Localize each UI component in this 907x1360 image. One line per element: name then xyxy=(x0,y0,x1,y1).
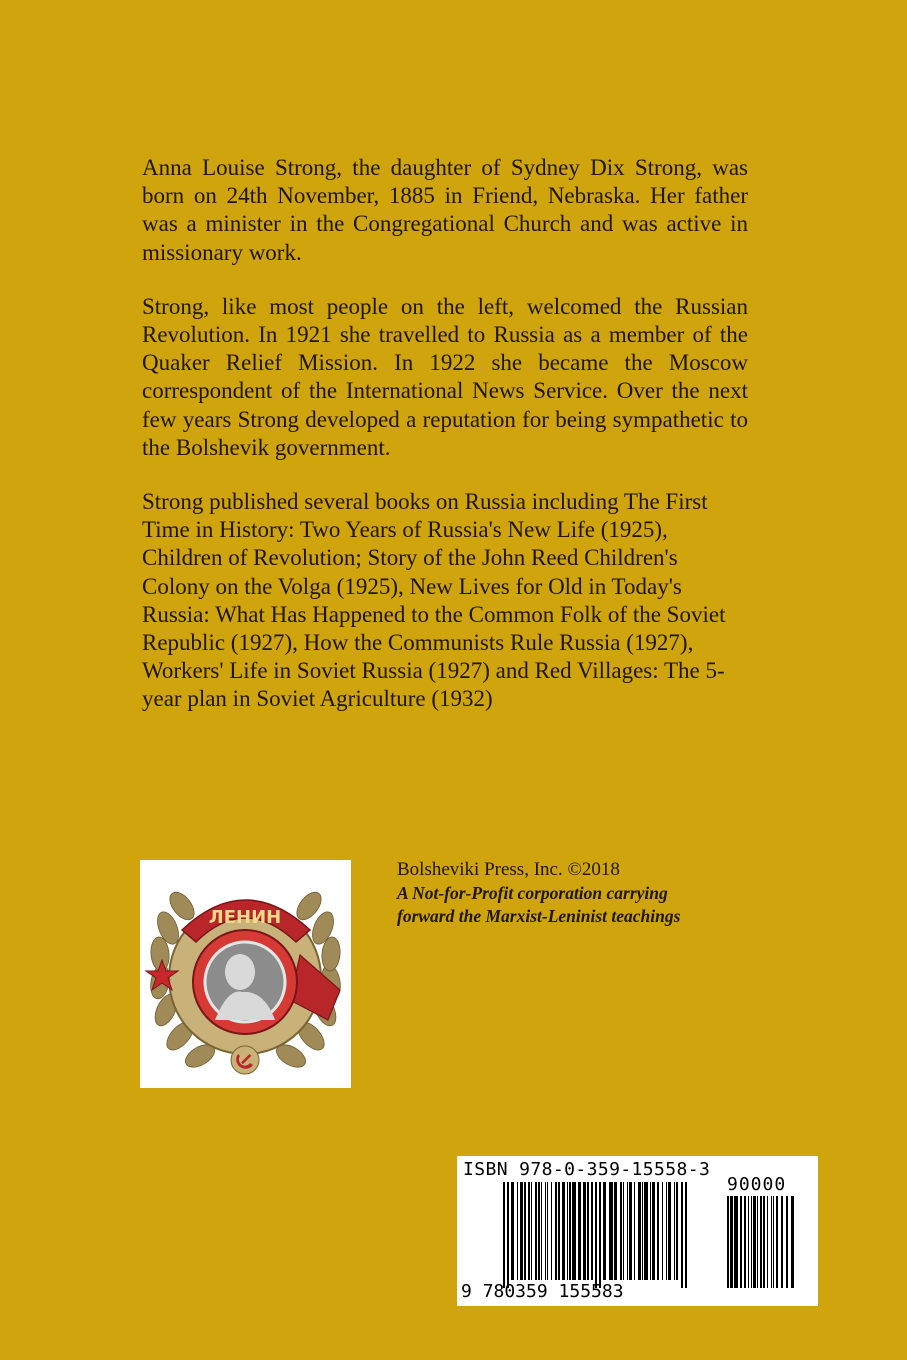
order-of-lenin-medal-image xyxy=(140,860,351,1088)
blurb-paragraph-1: Anna Louise Strong, the daughter of Sydney Dix Strong, was born on 24th November, 1885 in Friend, Nebraska. Her father was a minister in the Congregational Church and was active in missionary work. xyxy=(142,155,748,265)
publisher-info xyxy=(397,858,777,928)
medal-graphic xyxy=(140,860,351,1088)
blurb-paragraph-2: Strong, like most people on the left, welcomed the Russian Revolution. In 1921 she travelled to Russia as a member of the Quaker Relief Mission. In 1922 she became the Moscow correspondent of the International News Service. Over the next few years Strong developed a reputation for being sympathetic to the Bolshevik government. xyxy=(142,293,748,460)
hammer-and-sickle-icon xyxy=(231,1046,259,1074)
publisher-tagline-line-1: A Not-for-Profit corporation carrying xyxy=(397,883,668,903)
isbn-barcode xyxy=(457,1156,818,1306)
blurb-paragraph-3: Strong published several books on Russia including The First Time in History: Two Years of Russia's New Life (1925), Children of Revolution; Story of the John Reed Children's Colony on the Volga (1925), New Lives for Old in Today's Russia: What Has Happened to the Common Folk of the Soviet Republic (1927), How the Communists Rule Russia (1927), Workers' Life in Soviet Russia (1927) and Red Villages: The 5-year plan in Soviet Agriculture (1932) xyxy=(142,489,726,712)
publisher-tagline-line-2: forward the Marxist-Leninist teachings xyxy=(397,906,681,926)
medal-inscription: ЛЕНИН xyxy=(208,907,282,928)
publisher-name: Bolsheviki Press, Inc. ©2018 xyxy=(397,859,620,880)
barcode-main-digits: 9 780359 155583 xyxy=(461,1281,624,1302)
back-cover-blurb xyxy=(142,154,748,740)
isbn-label: ISBN 978-0-359-15558-3 xyxy=(463,1159,711,1180)
barcode-addon-digits: 90000 xyxy=(727,1174,787,1195)
